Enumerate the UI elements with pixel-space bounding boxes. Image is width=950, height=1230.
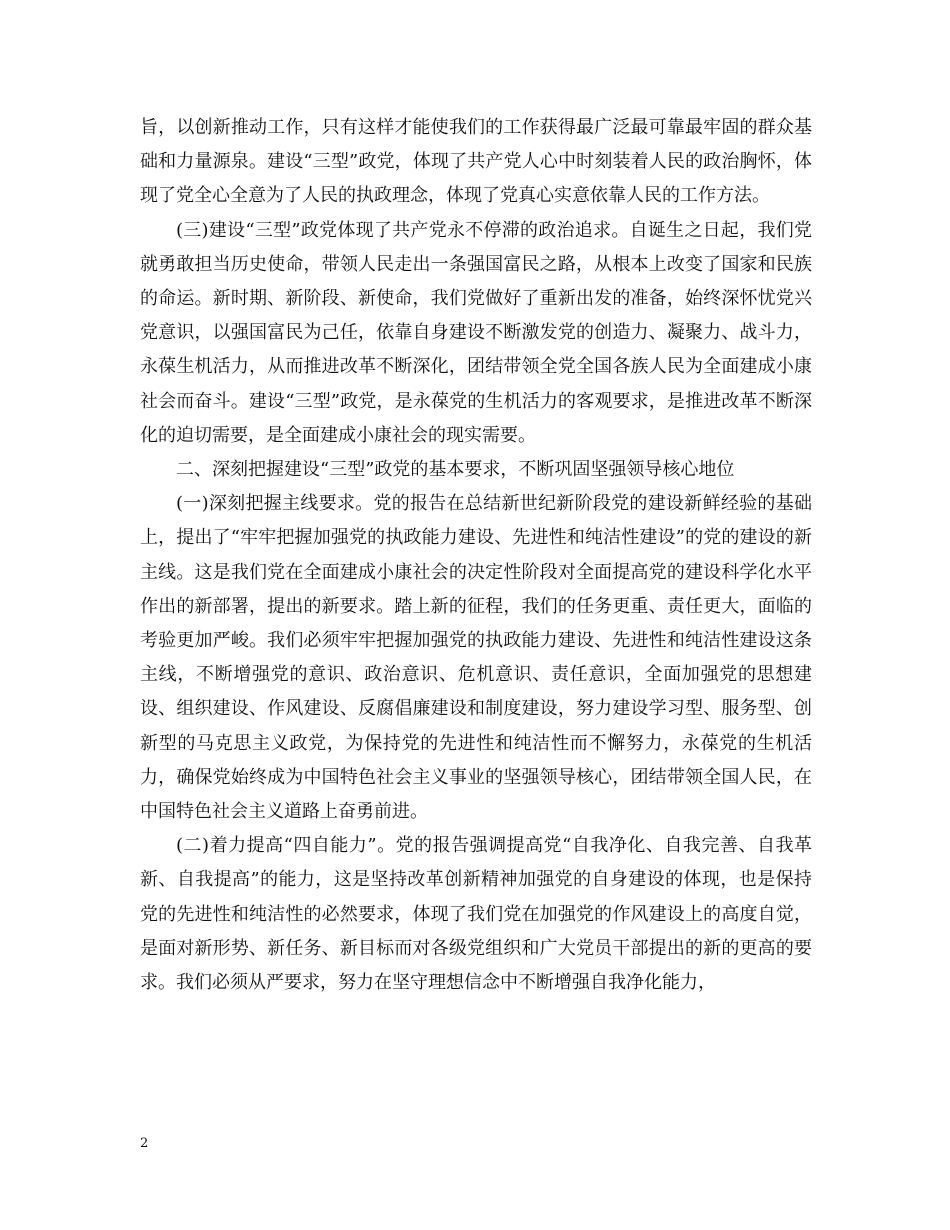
paragraph-5: (二)着力提高“四自能力”。党的报告强调提高党“自我净化、自我完善、自我革新、自我提高”的能力，这是坚持改革创新精神加强党的自身建设的体现，也是保持党的先进性和纯洁性的必然要求，体现了我们党在加强党的作风建设上的高度自觉，是面对新形势、新任务、新目标而对各级党组织和广大党员干部提出的新的更高的要求。我们必须从严要求，努力在坚守理想信念中不断增强自我净化能力， [140,835,812,994]
document-body [140,111,812,1000]
page-number: 2 [140,1136,149,1151]
paragraph-1: 旨，以创新推动工作，只有这样才能使我们的工作获得最广泛最可靠最牢固的群众基础和力量源泉。建设“三型”政党，体现了共产党人心中时刻装着人民的政治胸怀，体现了党全心全意为了人民的执政理念，体现了党真心实意依靠人民的工作方法。 [140,117,812,207]
section-heading-2: 二、深刻把握建设“三型”政党的基本要求，不断巩固坚强领导核心地位 [176,459,735,481]
paragraph-2: (三)建设“三型”政党体现了共产党永不停滞的政治追求。自诞生之日起，我们党就勇敢担当历史使命，带领人民走出一条强国富民之路，从根本上改变了国家和民族的命运。新时期、新阶段、新使命，我们党做好了重新出发的准备，始终深怀忧党兴党意识，以强国富民为己任，依靠自身建设不断激发党的创造力、凝聚力、战斗力，永葆生机活力，从而推进改革不断深化，团结带领全党全国各族人民为全面建成小康社会而奋斗。建设“三型”政党，是永葆党的生机活力的客观要求，是推进改革不断深化的迫切需要，是全面建成小康社会的现实需要。 [140,219,812,446]
paragraph-4: (一)深刻把握主线要求。党的报告在总结新世纪新阶段党的建设新鲜经验的基础上，提出了“牢牢把握加强党的执政能力建设、先进性和纯洁性建设”的党的建设的新主线。这是我们党在全面建成小康社会的决定性阶段对全面提高党的建设科学化水平作出的新部署，提出的新要求。踏上新的征程，我们的任务更重、责任更大，面临的考验更加严峻。我们必须牢牢把握加强党的执政能力建设、先进性和纯洁性建设这条主线，不断增强党的意识、政治意识、危机意识、责任意识，全面加强党的思想建设、组织建设、作风建设、反腐倡廉建设和制度建设，努力建设学习型、服务型、创新型的马克思主义政党，为保持党的先进性和纯洁性而不懈努力，永葆党的生机活力，确保党始终成为中国特色社会主义事业的坚强领导核心，团结带领全国人民，在中国特色社会主义道路上奋勇前进。 [140,493,812,823]
